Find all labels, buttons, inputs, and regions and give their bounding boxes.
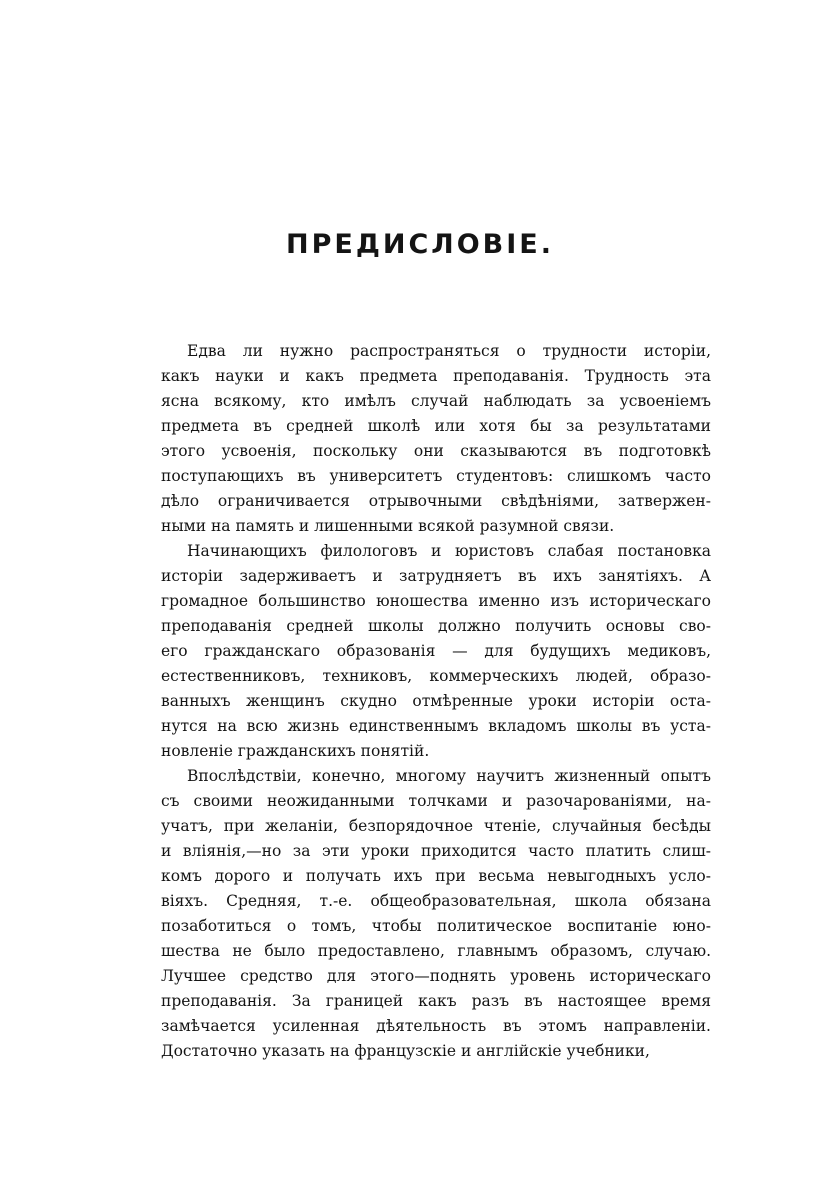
- text-line: его гражданскаго образованiя — для будущихъ медиковъ,: [161, 642, 711, 660]
- text-line: Едва ли нужно распространяться о трудности исторiи,: [187, 342, 711, 360]
- text-line: дѣло ограничивается отрывочными свѣдѣнiями, затвержен-: [161, 492, 711, 510]
- text-line: учатъ, при желанiи, безпорядочное чтенiе, случайныя бесѣды: [161, 817, 711, 835]
- text-line: ванныхъ женщинъ скудно отмѣренные уроки исторiи оста-: [161, 692, 711, 710]
- text-line: какъ науки и какъ предмета преподаванiя. Трудность эта: [161, 367, 711, 385]
- paragraph: [161, 339, 711, 539]
- text-line: ясна всякому, кто имѣлъ случай наблюдать за усвоенiемъ: [161, 392, 711, 410]
- text-line: комъ дорого и получать ихъ при весьма невыгодныхъ усло-: [161, 867, 711, 885]
- text-line: преподаванiя средней школы должно получить основы сво-: [161, 617, 711, 635]
- text-line: предмета въ средней школѣ или хотя бы за результатами: [161, 417, 711, 435]
- text-line: замѣчается усиленная дѣятельность въ этомъ направленiи.: [161, 1017, 711, 1035]
- paragraph: [161, 764, 711, 1064]
- text-line: преподаванiя. За границей какъ разъ въ настоящее время: [161, 992, 711, 1010]
- text-line: ными на память и лишенными всякой разумной связи.: [161, 517, 615, 535]
- chapter-title: ПРЕДИСЛОВIЕ.: [286, 229, 554, 260]
- text-line: Лучшее средство для этого—поднять уровень историческаго: [161, 967, 711, 985]
- text-line: естественниковъ, техниковъ, коммерческихъ людей, образо-: [161, 667, 711, 685]
- text-line: Начинающихъ филологовъ и юристовъ слабая постановка: [187, 542, 711, 560]
- text-line: вiяхъ. Средняя, т.-е. общеобразовательная, школа обязана: [161, 892, 711, 910]
- text-line: исторiи задерживаетъ и затрудняетъ въ ихъ занятiяхъ. А: [161, 567, 711, 585]
- paragraph: [161, 539, 711, 764]
- text-line: громадное большинство юношества именно изъ историческаго: [161, 592, 711, 610]
- text-line: новленiе гражданскихъ понятiй.: [161, 742, 430, 760]
- text-line: нутся на всю жизнь единственнымъ вкладомъ школы въ уста-: [161, 717, 711, 735]
- text-line: съ своими неожиданными толчками и разочарованiями, на-: [161, 792, 711, 810]
- text-line: Достаточно указать на французскiе и англiйскiе учебники,: [161, 1042, 650, 1060]
- text-line: Впослѣдствiи, конечно, многому научитъ жизненный опытъ: [187, 767, 711, 785]
- text-line: позаботиться о томъ, чтобы политическое воспитанiе юно-: [161, 917, 711, 935]
- text-line: этого усвоенiя, поскольку они сказываются въ подготовкѣ: [161, 442, 711, 460]
- text-line: и влiянiя,—но за эти уроки приходится часто платить слиш-: [161, 842, 711, 860]
- preface-text: [161, 339, 711, 1064]
- text-line: поступающихъ въ университетъ студентовъ: слишкомъ часто: [161, 467, 711, 485]
- text-line: шества не было предоставлено, главнымъ образомъ, случаю.: [161, 942, 711, 960]
